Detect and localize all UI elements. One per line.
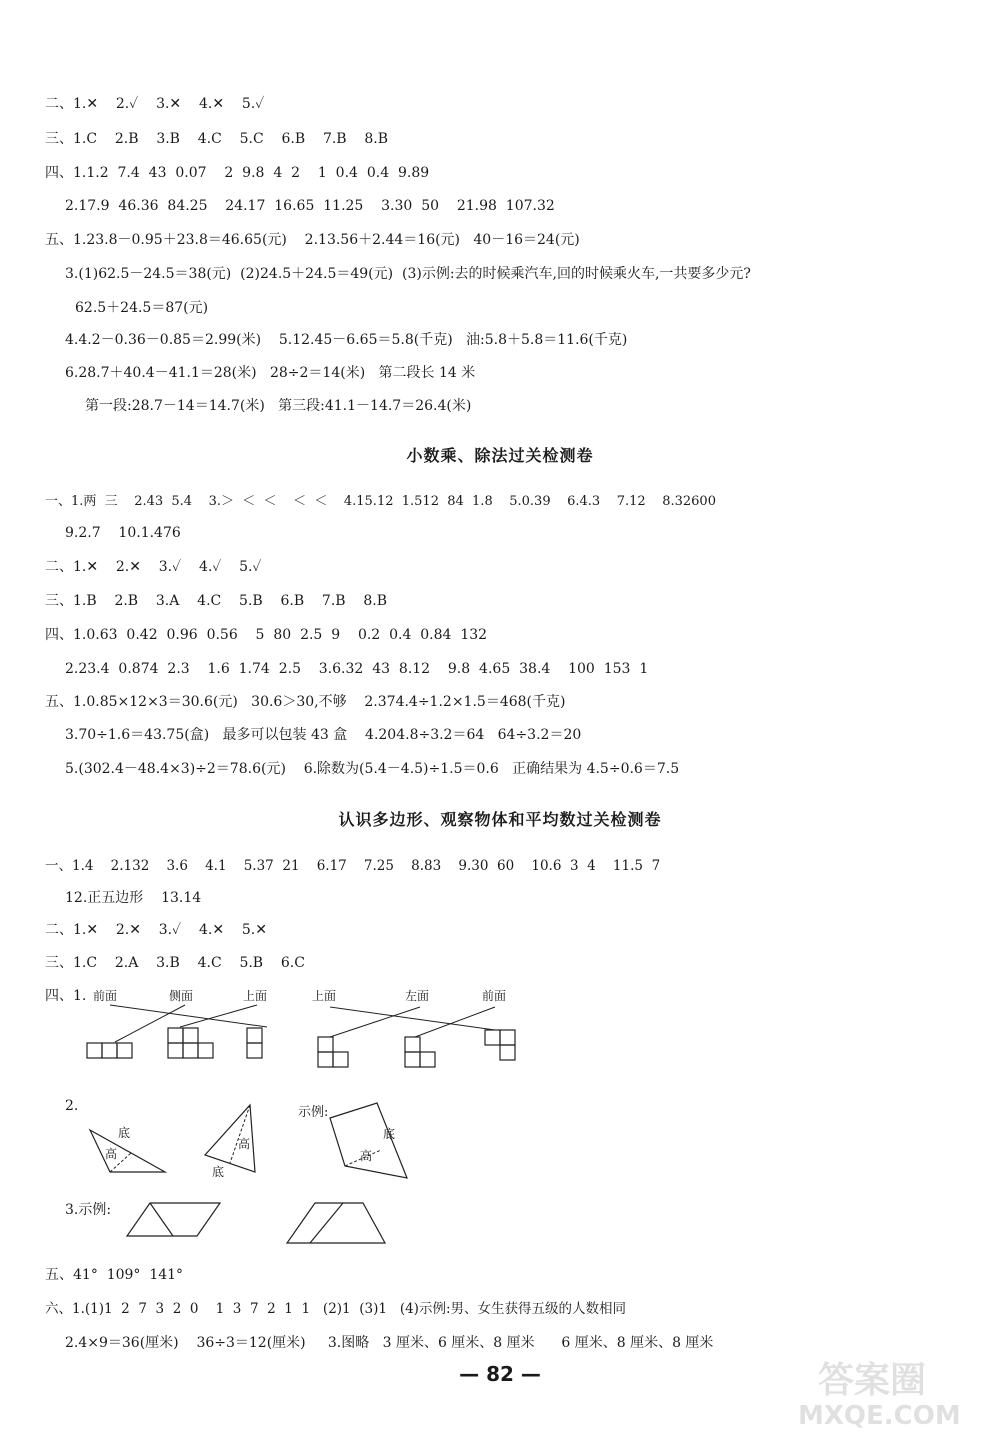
svg-text:左面: 左面 <box>405 989 430 1003</box>
svg-text:上面: 上面 <box>312 989 337 1003</box>
parallelogram-figure <box>125 1198 225 1243</box>
answer-line: 六、1.(1)1 2 7 3 2 0 1 3 7 2 1 1 (2)1 (3)1 (4)示例:男、女生获得五级的人数相同 <box>45 1301 626 1317</box>
quadrilateral-figure <box>325 1098 410 1183</box>
svg-text:底: 底 <box>383 1127 396 1141</box>
answer-line: 4.4.2－0.36－0.85＝2.99(米) 5.12.45－6.65＝5.8(千克) 油:5.8＋5.8＝11.6(千克) <box>65 332 628 348</box>
triangle-figure-1 <box>85 1110 175 1180</box>
answer-line: 62.5＋24.5＝87(元) <box>75 300 209 316</box>
svg-text:上面: 上面 <box>243 989 268 1003</box>
answer-line: 6.28.7＋40.4－41.1＝28(米) 28÷2＝14(米) 第二段长 14 米 <box>65 365 476 381</box>
answer-line: 9.2.7 10.1.476 <box>65 525 181 541</box>
answer-line: 五、1.23.8－0.95＋23.8＝46.65(元) 2.13.56＋2.44＝16(元) 40－16＝24(元) <box>45 232 580 248</box>
answer-line: 四、1.0.63 0.42 0.96 0.56 5 80 2.5 9 0.2 0.4 0.84 132 <box>45 627 488 643</box>
svg-text:侧面: 侧面 <box>169 989 194 1003</box>
svg-text:底: 底 <box>212 1165 225 1179</box>
svg-text:高: 高 <box>238 1137 251 1151</box>
answer-line: 第一段:28.7－14＝14.7(米) 第三段:41.1－14.7＝26.4(米) <box>85 398 472 414</box>
answer-line: 5.(302.4－48.4×3)÷2＝78.6(元) 6.除数为(5.4－4.5)÷1.5＝0.6 正确结果为 4.5÷0.6＝7.5 <box>65 761 680 777</box>
example-label: 示例: <box>298 1105 329 1120</box>
answer-line: 二、1.✕ 2.✓ 3.✕ 4.✕ 5.✓ <box>45 96 265 112</box>
answer-line: 2.4×9＝36(厘米) 36÷3＝12(厘米) 3.图略 3 厘米、6 厘米、8 厘米 6 厘米、8 厘米、8 厘米 <box>65 1335 714 1351</box>
answer-line: 一、1.两 三 2.43 5.4 3.＞ ＜ ＜ ＜ ＜ 4.15.12 1.512 84 1.8 5.0.39 6.4.3 7.12 8.32600 <box>45 494 716 509</box>
answer-line: 五、1.0.85×12×3＝30.6(元) 30.6＞30,不够 2.374.4÷1.2×1.5＝468(千克) <box>45 694 566 710</box>
answer-line: 二、1.✕ 2.✕ 3.✓ 4.✕ 5.✕ <box>45 922 267 938</box>
section-title: 认识多边形、观察物体和平均数过关检测卷 <box>338 810 662 829</box>
answer-line: 一、1.4 2.132 3.6 4.1 5.37 21 6.17 7.25 8.83 9.30 60 10.6 3 4 11.5 7 <box>45 858 661 874</box>
question-label: 四、1. <box>45 988 87 1004</box>
answer-line: 二、1.✕ 2.✕ 3.✓ 4.✓ 5.✓ <box>45 559 262 575</box>
answer-line: 五、41° 109° 141° <box>45 1267 184 1283</box>
svg-text:底: 底 <box>118 1126 131 1140</box>
triangle-figure-2 <box>200 1100 270 1180</box>
answer-line: 三、1.B 2.B 3.A 4.C 5.B 6.B 7.B 8.B <box>45 593 388 609</box>
page-number: — 82 — <box>459 1362 541 1386</box>
answer-line: 12.正五边形 13.14 <box>65 890 202 906</box>
answer-line: 3.70÷1.6＝43.75(盒) 最多可以包装 43 盒 4.204.8÷3.2＝64 64÷3.2＝20 <box>65 727 582 743</box>
views-figure-right <box>310 985 540 1075</box>
question-label: 2. <box>65 1098 79 1114</box>
svg-text:高: 高 <box>105 1147 118 1161</box>
views-figure-left <box>85 985 285 1065</box>
answer-line: 2.17.9 46.36 84.25 24.17 16.65 11.25 3.30 50 21.98 107.32 <box>65 198 555 214</box>
svg-text:MXQE.COM: MXQE.COM <box>798 1401 961 1431</box>
question-label: 3.示例: <box>65 1202 112 1218</box>
svg-text:高: 高 <box>360 1149 373 1163</box>
svg-text:答案圈: 答案圈 <box>818 1360 927 1401</box>
trapezoid-figure <box>285 1198 390 1248</box>
answer-line: 四、1.1.2 7.4 43 0.07 2 9.8 4 2 1 0.4 0.4 9.89 <box>45 165 430 181</box>
answer-line: 2.23.4 0.874 2.3 1.6 1.74 2.5 3.6.32 43 8.12 9.8 4.65 38.4 100 153 1 <box>65 661 649 677</box>
section-title: 小数乘、除法过关检测卷 <box>406 446 594 465</box>
svg-text:前面: 前面 <box>482 989 507 1003</box>
answer-line: 3.(1)62.5－24.5＝38(元) (2)24.5＋24.5＝49(元) (3)示例:去的时候乘汽车,回的时候乘火车,一共要多少元? <box>65 266 751 282</box>
watermark-logo <box>778 1350 978 1430</box>
svg-text:前面: 前面 <box>93 989 118 1003</box>
answer-line: 三、1.C 2.A 3.B 4.C 5.B 6.C <box>45 955 305 971</box>
answer-line: 三、1.C 2.B 3.B 4.C 5.C 6.B 7.B 8.B <box>45 131 389 147</box>
